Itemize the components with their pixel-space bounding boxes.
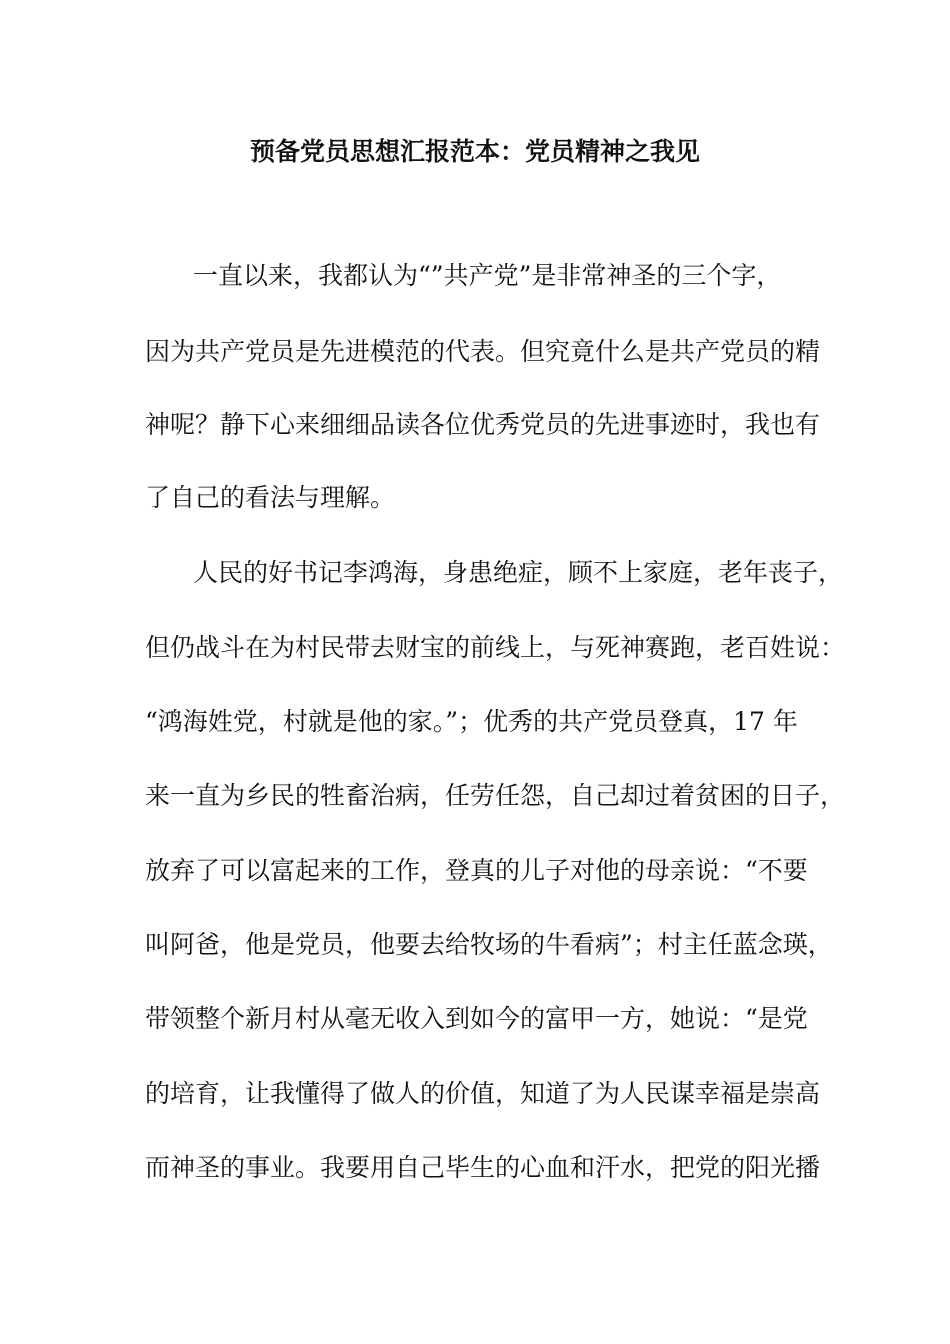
paragraph-2-line-4: 来一直为乡民的牲畜治病，任劳任怨，自己却过着贫困的日子， (145, 781, 846, 810)
paragraph-2-line-8: 的培育，让我懂得了做人的价值，知道了为人民谋幸福是崇高 (145, 1079, 821, 1108)
paragraph-2-line-9: 而神圣的事业。我要用自己毕生的心血和汗水，把党的阳光播 (145, 1153, 821, 1182)
paragraph-1-line-3: 神呢？静下心来细细品读各位优秀党员的先进事迹时，我也有 (145, 410, 821, 439)
paragraph-2-line-1: 人民的好书记李鸿海，身患绝症，顾不上家庭，老年丧子， (193, 558, 844, 587)
paragraph-1-line-1: 一直以来，我都认为“”共产党”是非常神圣的三个字， (193, 261, 782, 290)
paragraph-1-line-2: 因为共产党员是先进模范的代表。但究竟什么是共产党员的精 (145, 337, 821, 366)
paragraph-1-line-4: 了自己的看法与理解。 (145, 483, 396, 512)
paragraph-2-line-2: 但仍战斗在为村民带去财宝的前线上，与死神赛跑，老百姓说： (145, 633, 846, 662)
paragraph-2-line-6: 叫阿爸，他是党员，他要去给牧场的牛看病”；村主任蓝念瑛， (145, 930, 833, 959)
paragraph-2-line-3: “鸿海姓党，村就是他的家。”；优秀的共产党员登真，17 年 (145, 707, 798, 736)
document-title: 预备党员思想汇报范本：党员精神之我见 (249, 137, 700, 166)
paragraph-2-line-7: 带领整个新月村从毫无收入到如今的富甲一方，她说：“是党 (145, 1004, 808, 1033)
paragraph-2-line-5: 放弃了可以富起来的工作，登真的儿子对他的母亲说：“不要 (145, 856, 808, 885)
